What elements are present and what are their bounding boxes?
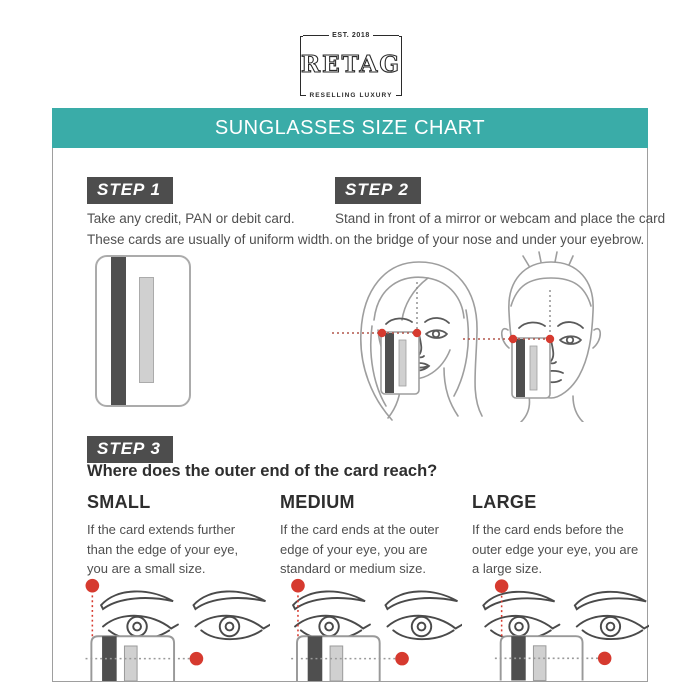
step3-question: Where does the outer end of the card reach? [87, 462, 438, 480]
man-face-with-card-illustration [463, 250, 638, 422]
size-large-label: LARGE [472, 492, 537, 512]
medium-size-eyes-illustration [274, 574, 462, 681]
divider-line [303, 35, 329, 36]
step1-text [87, 209, 333, 251]
small-size-eyes-illustration [82, 574, 270, 681]
logo-brand-name: RETAG [301, 51, 401, 78]
size-option-small [87, 492, 265, 579]
step1-badge: STEP 1 [87, 177, 173, 204]
step1-text-line1: Take any credit, PAN or debit card. [87, 211, 295, 226]
title-banner [52, 108, 648, 148]
size-medium-description: If the card ends at the outer edge of your eye, you are standard or medium size. [280, 522, 439, 576]
logo-tagline-text: RESELLING LUXURY [309, 92, 393, 99]
step1-text-line2: These cards are usually of uniform width. [87, 231, 334, 247]
card-signature-stripe [139, 277, 154, 383]
credit-card-illustration [95, 255, 191, 407]
step2-text [335, 209, 665, 251]
size-small-label: SMALL [87, 492, 151, 512]
step2-text-line1: Stand in front of a mirror or webcam and place the card [335, 211, 666, 226]
divider-line [303, 95, 306, 96]
brand-logo [300, 32, 402, 99]
logo-established-text: EST. 2018 [332, 32, 370, 39]
card-magnetic-stripe [111, 257, 126, 405]
size-option-large [472, 492, 642, 579]
size-large-description: If the card ends before the outer edge your eye, you are a large size. [472, 522, 639, 576]
step3-badge: STEP 3 [87, 436, 173, 463]
large-size-eyes-illustration [466, 574, 649, 681]
size-small-description: If the card extends further than the edge of your eye, you are a small size. [87, 522, 239, 576]
step2-badge: STEP 2 [335, 177, 421, 204]
step2-text-line2: on the bridge of your nose and under your eyebrow. [335, 231, 645, 247]
divider-line [396, 95, 399, 96]
logo-tagline-line [303, 92, 399, 99]
size-medium-label: MEDIUM [280, 492, 355, 512]
size-option-medium [280, 492, 458, 579]
divider-line [373, 35, 399, 36]
logo-established-line [303, 32, 399, 39]
page-title: SUNGLASSES SIZE CHART [214, 116, 486, 139]
